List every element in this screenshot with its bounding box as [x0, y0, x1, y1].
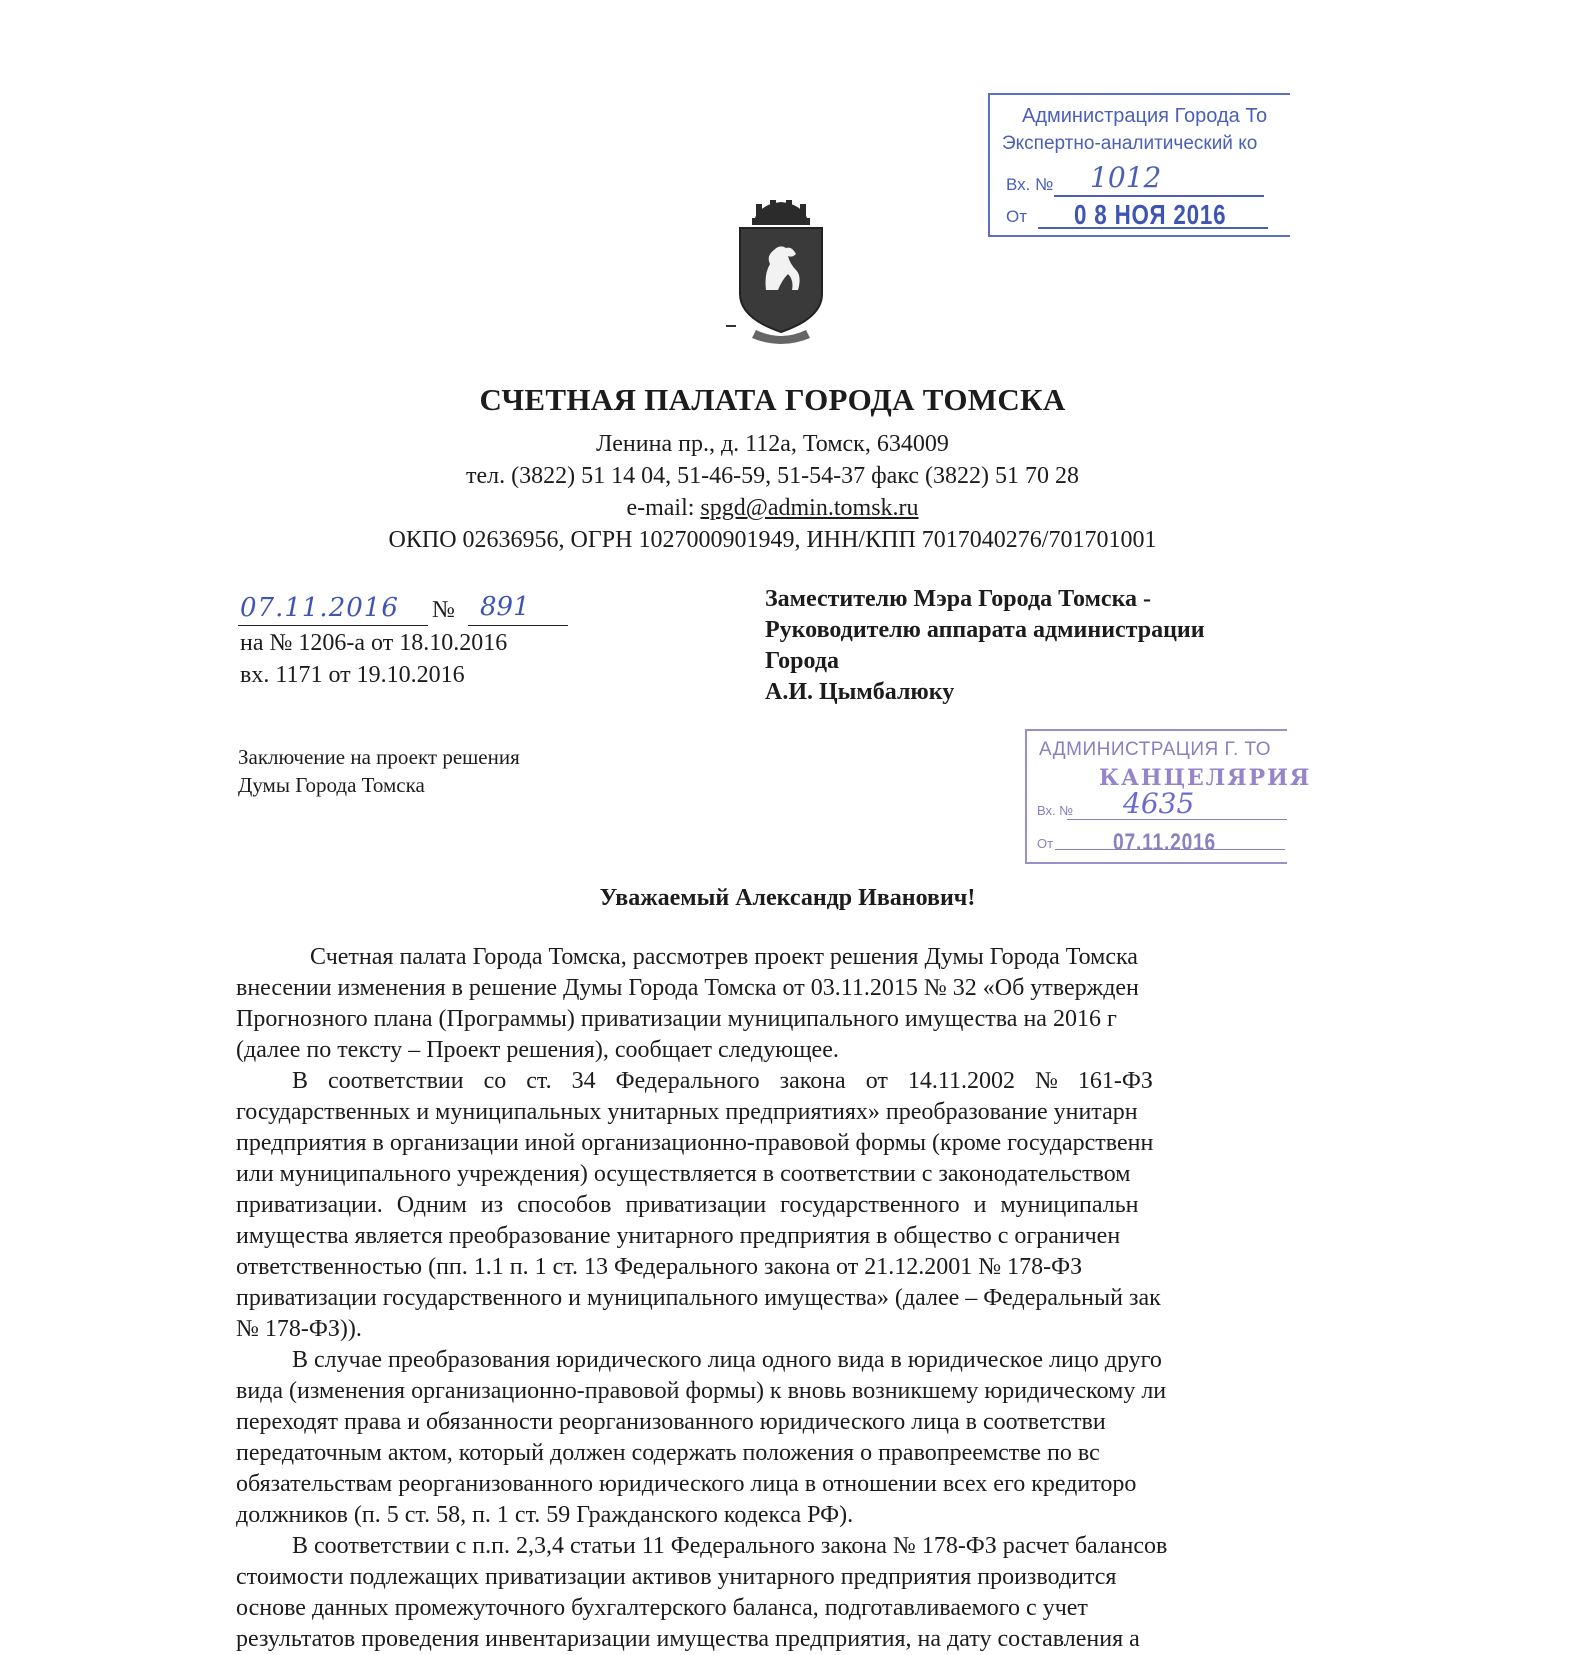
stamp-vx-label: Вх. №	[1006, 175, 1054, 194]
number-underline	[468, 625, 568, 626]
body-line: В соответствии со ст. 34 Федерального закона от 14.11.2002 № 161-ФЗ	[292, 1068, 1153, 1094]
stamp-vx-number: 4635	[1123, 787, 1195, 820]
body-line: стоимости подлежащих приватизации активов унитарного предприятия производится	[236, 1564, 1117, 1590]
incoming-stamp-chancellery	[1025, 729, 1312, 864]
body-line: передаточным актом, который должен содержать положения о правопреемстве по вс	[236, 1440, 1100, 1466]
body-line: ответственностью (пп. 1.1 п. 1 ст. 13 Федерального закона от 21.12.2001 № 178-ФЗ	[236, 1254, 1083, 1280]
email-link[interactable]: spgd@admin.tomsk.ru	[700, 495, 919, 521]
stamp-date: 07.11.2016	[1113, 829, 1217, 856]
body-line: должников (п. 5 ст. 58, п. 1 ст. 59 Гражданского кодекса РФ).	[236, 1502, 854, 1528]
body-line: В соответствии с п.п. 2,3,4 статьи 11 Федерального закона № 178-ФЗ расчет балансов	[292, 1533, 1168, 1559]
body-line: предприятия в организации иной организационно-правовой формы (кроме государственн	[236, 1130, 1154, 1156]
stamp-vx-line	[1054, 195, 1264, 197]
addressee-block	[765, 584, 1205, 708]
paragraph-3	[236, 1345, 1386, 1531]
organization-codes: ОКПО 02636956, ОГРН 1027000901949, ИНН/КПП 7017040276/701701001	[388, 527, 1157, 553]
body-line: основе данных промежуточного бухгалтерского баланса, подготавливаемого с учет	[236, 1595, 1088, 1621]
body-line: приватизации государственного и муниципального имущества» (далее – Федеральный зак	[236, 1285, 1161, 1311]
stamp-line-1: АДМИНИСТРАЦИЯ Г. ТО	[1039, 739, 1272, 760]
body-line: № 178-ФЗ)).	[236, 1316, 362, 1342]
body-line: приватизации. Одним из способов приватизации государственного и муниципальн	[236, 1192, 1139, 1218]
incoming-stamp-expert-committee	[988, 93, 1290, 237]
salutation: Уважаемый Александр Иванович!	[599, 885, 976, 911]
reference-reply-to: на № 1206-а от 18.10.2016	[240, 630, 508, 656]
organization-address: Ленина пр., д. 112а, Томск, 634009	[596, 431, 949, 457]
number-sign: №	[432, 597, 455, 623]
addressee-name: А.И. Цымбалюку	[765, 679, 955, 705]
stamp-line-2: КАНЦЕЛЯРИЯ	[1099, 765, 1312, 791]
letter-body	[236, 942, 1386, 1655]
stamp-date: 0 8 НОЯ 2016	[1074, 199, 1227, 230]
outgoing-date-handwritten: 07.11.2016	[240, 593, 399, 623]
reference-incoming: вх. 1171 от 19.10.2016	[240, 662, 465, 688]
body-line: результатов проведения инвентаризации имущества предприятия, на дату составления а	[236, 1626, 1140, 1652]
subject-line: Заключение на проект решения	[238, 745, 520, 769]
subject-line: Думы Города Томска	[238, 773, 425, 797]
body-line: государственных и муниципальных унитарных предприятиях» преобразование унитарн	[236, 1099, 1138, 1125]
date-underline	[238, 625, 428, 626]
email-label: e-mail:	[626, 495, 695, 521]
body-line: имущества является преобразование унитарного предприятия в общество с ограничен	[236, 1223, 1121, 1249]
paragraph-2	[236, 1066, 1386, 1345]
stamp-line-1: Администрация Города То	[1022, 105, 1268, 127]
body-line: или муниципального учреждения) осуществляется в соответствии с законодательством	[236, 1161, 1131, 1187]
tomsk-coat-of-arms-icon	[726, 198, 836, 348]
body-line: (далее по тексту – Проект решения), сообщает следующее.	[236, 1037, 839, 1063]
body-line: вида (изменения организационно-правовой формы) к вновь возникшему юридическому ли	[236, 1378, 1167, 1404]
organization-phones: тел. (3822) 51 14 04, 51-46-59, 51-54-37 факс (3822) 51 70 28	[466, 463, 1079, 489]
outgoing-number-handwritten: 891	[480, 592, 530, 622]
body-line: Прогнозного плана (Программы) приватизации муниципального имущества на 2016 г	[236, 1006, 1117, 1032]
body-line: В случае преобразования юридического лица одного вида в юридическое лицо друго	[292, 1347, 1162, 1373]
subject-block	[238, 743, 520, 799]
paragraph-1	[236, 942, 1386, 1066]
organization-name: СЧЕТНАЯ ПАЛАТА ГОРОДА ТОМСКА	[479, 382, 1066, 417]
body-line: переходят права и обязанности реорганизованного юридического лица в соответстви	[236, 1409, 1106, 1435]
addressee-line: Заместителю Мэра Города Томска -	[765, 586, 1152, 612]
stamp-vx-label: Вх. №	[1037, 803, 1074, 818]
addressee-line: Города	[765, 648, 839, 674]
addressee-line: Руководителю аппарата администрации	[765, 617, 1205, 643]
stamp-ot-label: От	[1037, 836, 1054, 851]
organization-email-line	[0, 495, 1545, 522]
body-line: внесении изменения в решение Думы Города Томска от 03.11.2015 № 32 «Об утвержден	[236, 975, 1139, 1001]
stamp-ot-label: От	[1006, 207, 1028, 226]
stamp-vx-number: 1012	[1090, 161, 1162, 194]
paragraph-4	[236, 1531, 1386, 1655]
body-line: Счетная палата Города Томска, рассмотрев проект решения Думы Города Томска	[310, 944, 1138, 970]
stamp-line-2: Экспертно-аналитический ко	[1002, 133, 1258, 154]
body-line: обязательствам реорганизованного юридического лица в отношении всех его кредиторо	[236, 1471, 1137, 1497]
